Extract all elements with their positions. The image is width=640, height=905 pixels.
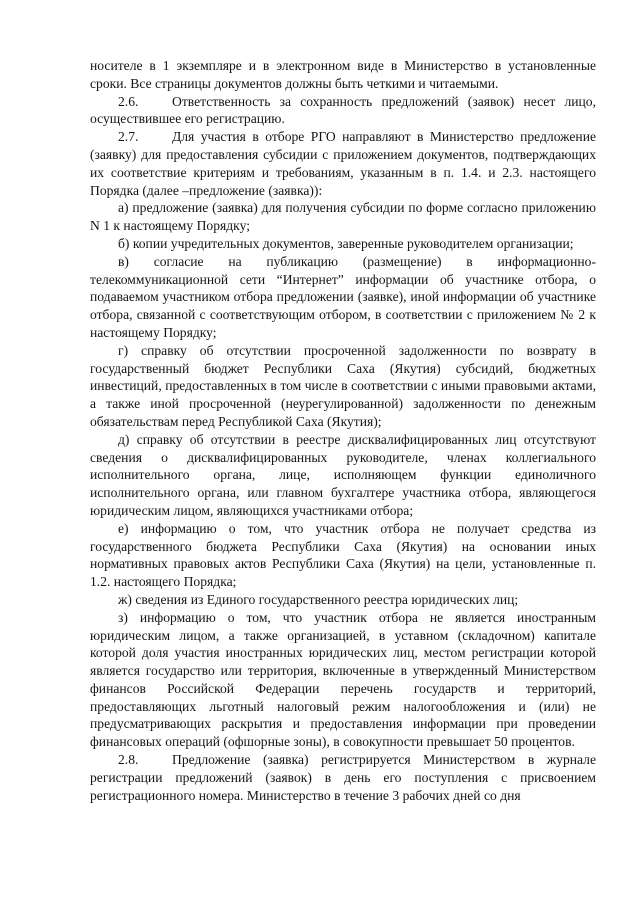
list-item-text: в) согласие на публикацию (размещение) в информационно-телекоммуникационной сети “Интернет” информации об участнике отбора, о подаваемом участником отбора предложении (заявке), иной информации об участнике отбора, связанной с соответствующим отбором, в соответствии с приложением № 2 к настоящему Порядку; <box>90 253 596 340</box>
list-item-a <box>90 199 596 235</box>
list-item-text: ж) сведения из Единого государственного реестра юридических лиц; <box>118 591 519 607</box>
paragraph-number: 2.8. <box>118 752 139 768</box>
list-item-text: г) справку об отсутствии просроченной задолженности по возврату в государственный бюджет Республики Саха (Якутия) субсидий, бюджетных инвестиций, предоставленных в том числе в соответствии с иными правовыми актами, а также иной просроченной (неурегулированной) задолженности по денежным обязательствам перед Республикой Саха (Якутия); <box>90 342 596 429</box>
list-item-text: б) копии учредительных документов, заверенные руководителем организации; <box>118 235 574 251</box>
paragraph-number: 2.7. <box>118 129 139 145</box>
list-item-v <box>90 253 596 342</box>
list-item-d <box>90 431 596 520</box>
list-item-e <box>90 520 596 591</box>
paragraph-2-8 <box>90 751 596 804</box>
list-item-zh <box>90 591 596 609</box>
paragraph-2-7 <box>90 128 596 199</box>
list-item-z <box>90 609 596 751</box>
list-item-text: з) информацию о том, что участник отбора не является иностранным юридическим лицом, а также организацией, в уставном (складочном) капитале которой доля участия иностранных юридических лиц, местом регистрации которой является государство или территория, включенные в утвержденный Министерством финансов Российской Федерации перечень государств и территорий, предоставляющих льготный налоговый режим налогообложения и (или) не предусматривающих раскрытия и предоставления информации при проведении финансовых операций (офшорные зоны), в совокупности превышает 50 процентов. <box>90 609 596 750</box>
paragraph-text: Для участия в отборе РГО направляют в Министерство предложение (заявку) для предоставления субсидии с приложением документов, подтверждающих их соответствие критериям и требованиям, указанным в п. 1.4. и 2.3. настоящего Порядка (далее –предложение (заявка)): <box>90 129 596 198</box>
list-item-text: а) предложение (заявка) для получения субсидии по форме согласно приложению N 1 к настоящему Порядку; <box>90 200 596 234</box>
paragraph-text: носителе в 1 экземпляре и в электронном виде в Министерство в установленные сроки. Все страницы документов должны быть четкими и читаемыми. <box>90 58 596 91</box>
paragraph-2-6 <box>90 93 596 129</box>
list-item-b <box>90 235 596 253</box>
document-page <box>90 57 596 804</box>
list-item-text: е) информацию о том, что участник отбора не получает средства из государственного бюджета Республики Саха (Якутия) на основании иных нормативных правовых актов Республики Саха (Якутия) на цели, установленные п. 1.2. настоящего Порядка; <box>90 520 596 590</box>
paragraph-text: Предложение (заявка) регистрируется Министерством в журнале регистрации предложений (заявок) в день его поступления с присвоением регистрационного номера. Министерство в течение 3 рабочих дней со дня <box>90 752 596 803</box>
list-item-g <box>90 342 596 431</box>
paragraph-number: 2.6. <box>118 93 139 109</box>
list-item-text: д) справку об отсутствии в реестре дисквалифицированных лиц отсутствуют сведения о дисквалифицированных руководителе, членах коллегиального исполнительного органа, лице, исполняющем функции единоличного исполнительного органа, или главном бухгалтере участника отбора, являющегося юридическим лицом, являющихся участниками отбора; <box>90 431 596 518</box>
paragraph-text: Ответственность за сохранность предложений (заявок) несет лицо, осуществившее его регистрацию. <box>90 93 596 127</box>
paragraph-continuation <box>90 57 596 93</box>
